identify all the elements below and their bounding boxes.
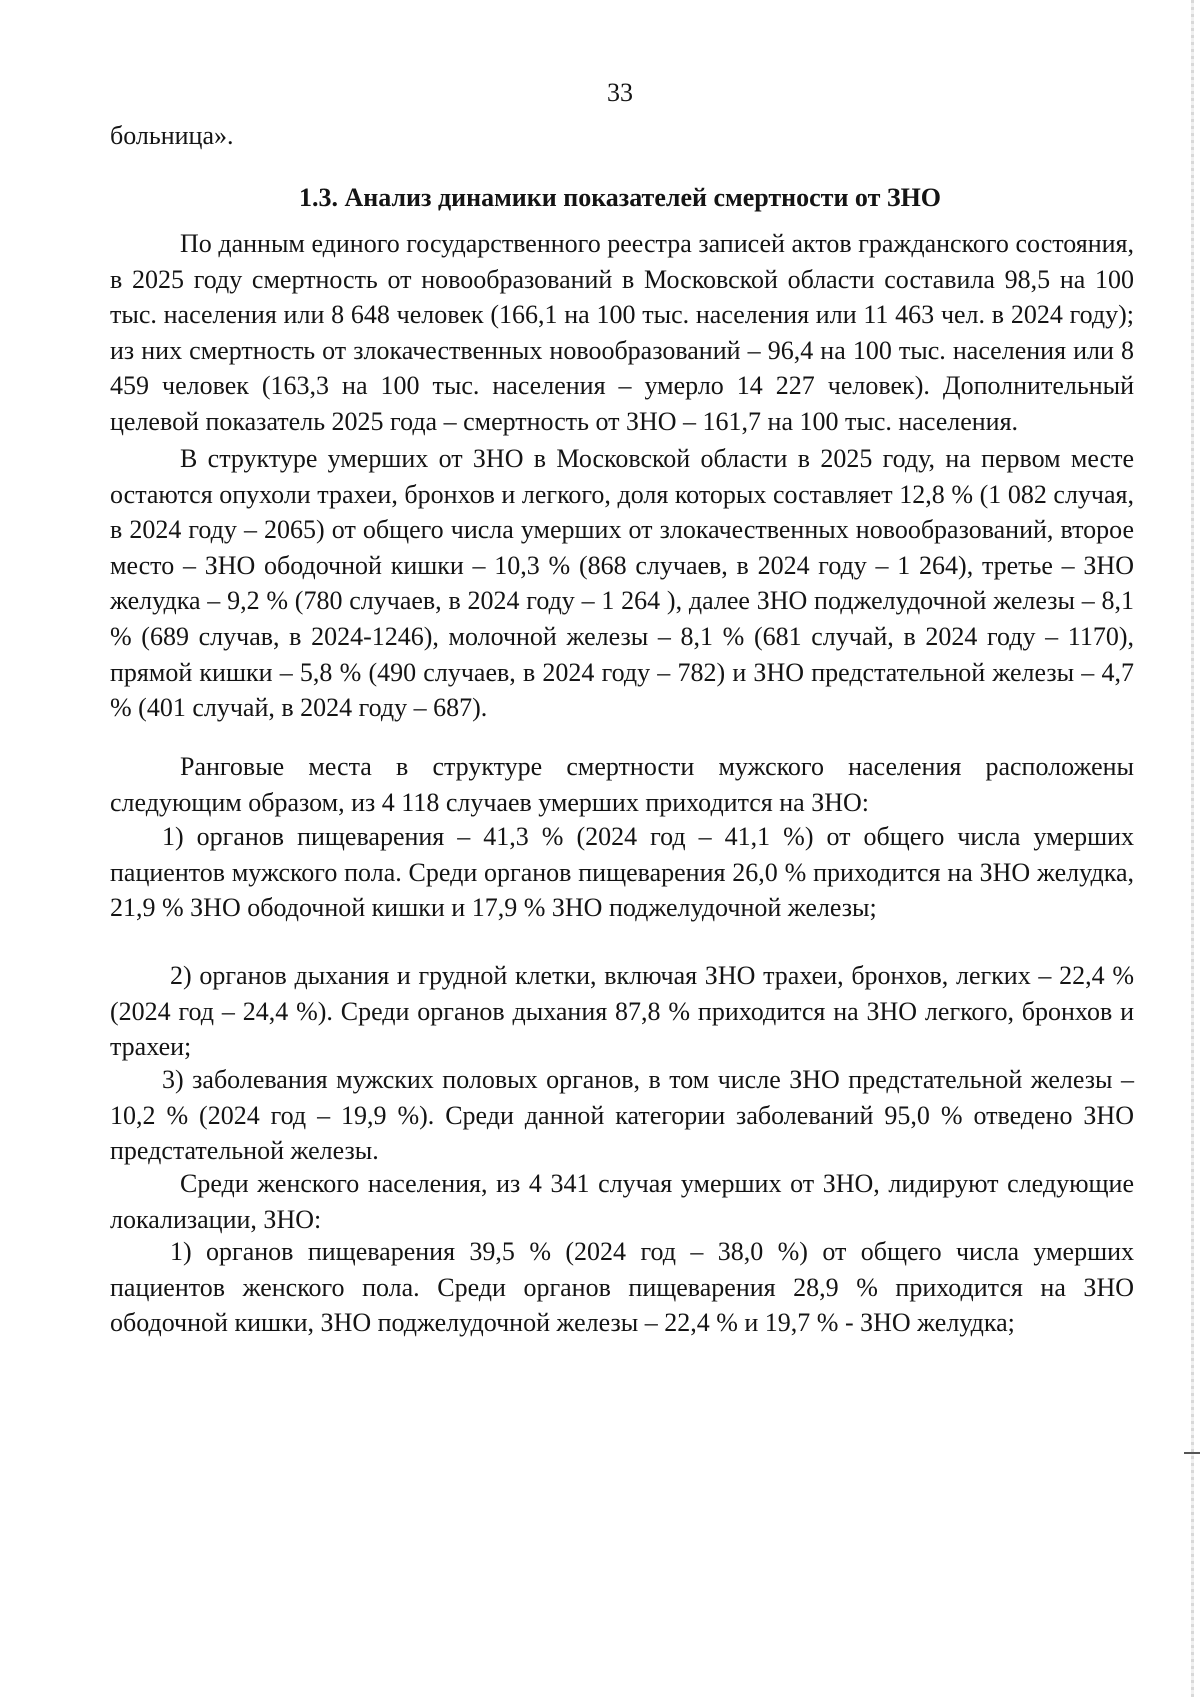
scan-edge-mark <box>1184 1452 1200 1454</box>
scan-edge-artifact <box>1191 0 1194 1697</box>
section-title: 1.3. Анализ динамики показателей смертности от ЗНО <box>298 183 942 212</box>
list-item-male-respiratory <box>110 958 1134 1065</box>
paragraph-mortality-structure <box>110 441 1134 726</box>
paragraph-male-ranking <box>110 749 1134 820</box>
list-item-male-digestive <box>110 819 1134 926</box>
continuation-text: больница». <box>110 121 234 150</box>
paragraph-text: 1) органов пищеварения – 41,3 % (2024 год – 41,1 %) от общего числа умерших пациентов мужского пола. Среди органов пищеварения 26,0 % приходится на ЗНО желудка, 21,9 % ЗНО ободочной кишки и 17,9 % ЗНО поджелудочной железы; <box>110 822 1134 923</box>
paragraph-text: Ранговые места в структуре смертности мужского населения расположены следующим образом, из 4 118 случаев умерших приходится на ЗНО: <box>110 752 1134 817</box>
paragraph-text: 2) органов дыхания и грудной клетки, включая ЗНО трахеи, бронхов, легких – 22,4 % (2024 год – 24,4 %). Среди органов дыхания 87,8 % приходится на ЗНО легкого, бронхов и трахеи; <box>110 961 1134 1062</box>
paragraph-text: 3) заболевания мужских половых органов, в том числе ЗНО предстательной железы – 10,2 % (2024 год – 19,9 %). Среди данной категории заболеваний 95,0 % отведено ЗНО предстательной железы. <box>110 1065 1134 1166</box>
paragraph-mortality-overview <box>110 226 1134 440</box>
paragraph-text: Среди женского населения, из 4 341 случая умерших от ЗНО, лидируют следующие локализации, ЗНО: <box>110 1169 1134 1234</box>
paragraph-text: 1) органов пищеварения 39,5 % (2024 год – 38,0 %) от общего числа умерших пациентов женского пола. Среди органов пищеварения 28,9 % приходится на ЗНО ободочной кишки, ЗНО поджелудочной железы – 22,4 % и 19,7 % - ЗНО желудка; <box>110 1237 1134 1338</box>
paragraph-text: В структуре умерших от ЗНО в Московской области в 2025 году, на первом месте остаются опухоли трахеи, бронхов и легкого, доля которых составляет 12,8 % (1 082 случая, в 2024 году – 2065) от общего числа умерших от злокачественных новообразований, второе место – ЗНО ободочной кишки – 10,3 % (868 случаев, в 2024 году – 1 264), третье – ЗНО желудка – 9,2 % (780 случаев, в 2024 году – 1 264 ), далее ЗНО поджелудочной железы – 8,1 % (689 случав, в 2024-1246), молочной железы – 8,1 % (681 случай, в 2024 году – 1170), прямой кишки – 5,8 % (490 случаев, в 2024 году – 782) и ЗНО предстательной железы – 4,7 % (401 случай, в 2024 году – 687). <box>110 444 1134 723</box>
paragraph-female-ranking <box>110 1166 1134 1237</box>
paragraph-text: По данным единого государственного реестра записей актов гражданского состояния, в 2025 году смертность от новообразований в Московской области составила 98,5 на 100 тыс. населения или 8 648 человек (166,1 на 100 тыс. населения или 11 463 чел. в 2024 году); из них смертность от злокачественных новообразований – 96,4 на 100 тыс. населения или 8 459 человек (163,3 на 100 тыс. населения – умерло 14 227 человек). Дополнительный целевой показатель 2025 года – смертность от ЗНО – 161,7 на 100 тыс. населения. <box>110 229 1134 436</box>
page-number: 33 <box>607 78 633 107</box>
list-item-female-digestive <box>110 1234 1134 1341</box>
list-item-male-genital <box>110 1062 1134 1169</box>
